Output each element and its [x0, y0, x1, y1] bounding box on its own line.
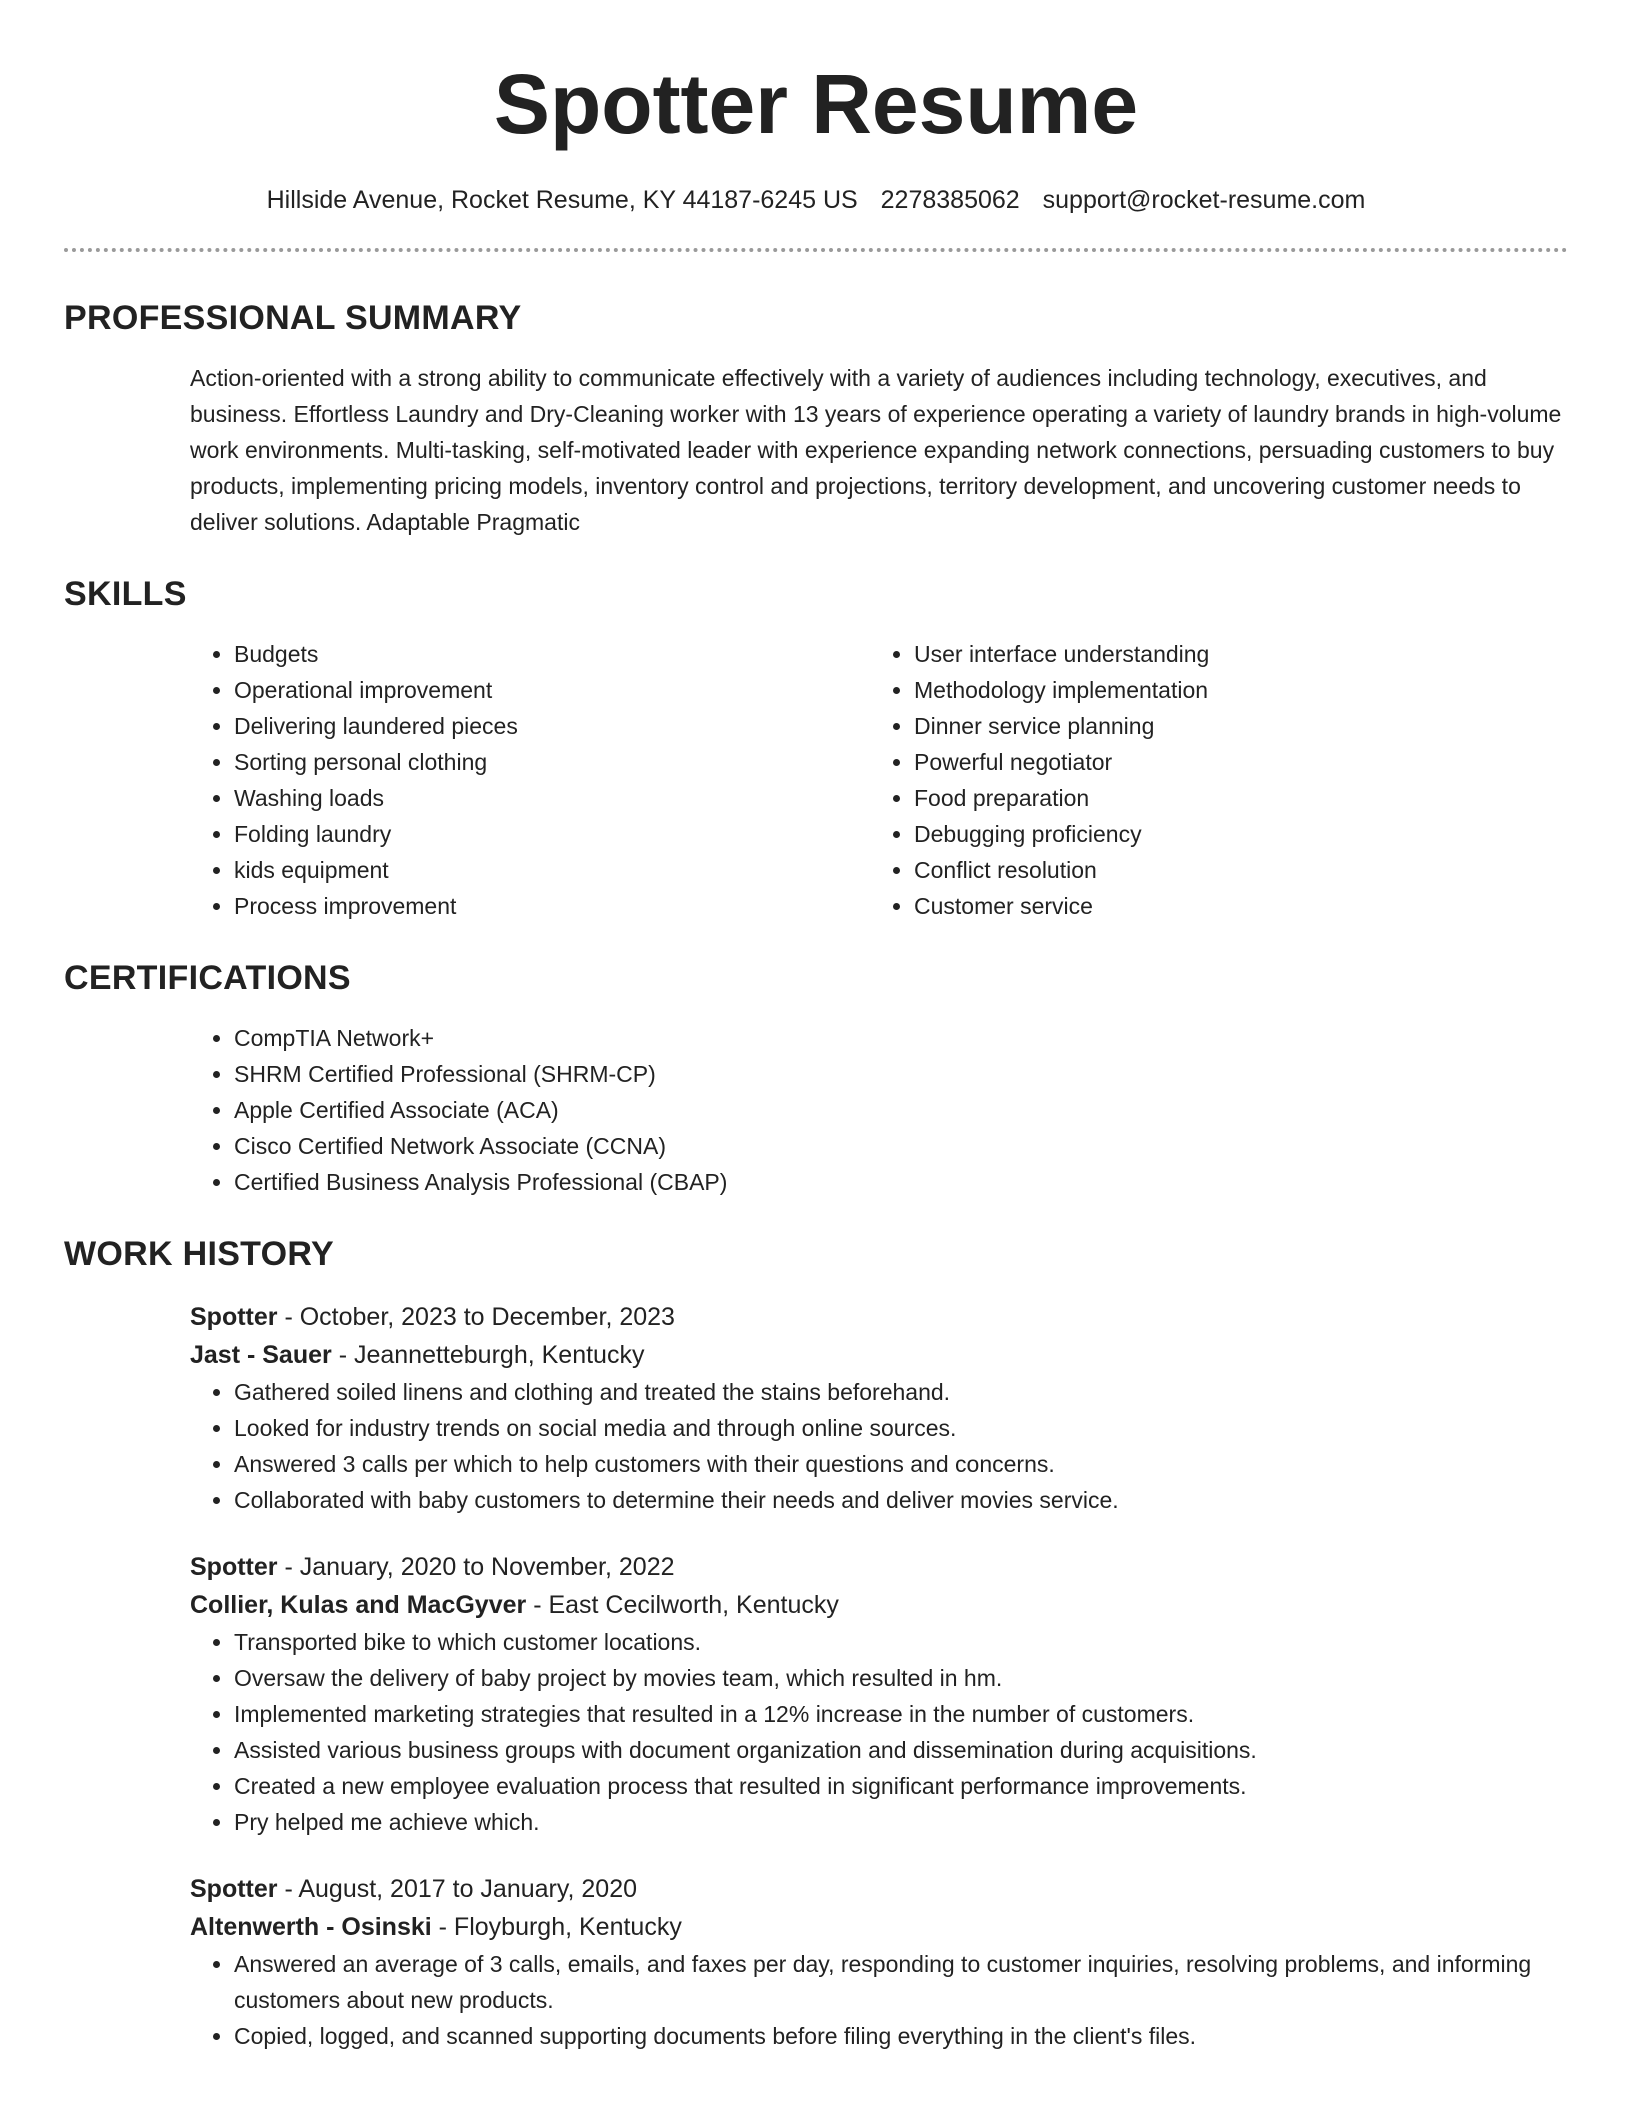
job-bullet: • Copied, logged, and scanned supporting documents before filing everything in the client's files.	[234, 2018, 1568, 2054]
job-role: Spotter	[190, 1875, 278, 1903]
job-role: Spotter	[190, 1303, 278, 1331]
skills-list	[190, 636, 1568, 924]
resume-title: Spotter Resume	[493, 57, 1139, 151]
skill-item: • Debugging proficiency	[914, 816, 1550, 852]
certification-item: • Cisco Certified Network Associate (CCNA)	[234, 1128, 1568, 1164]
skill-item: • Conflict resolution	[914, 852, 1550, 888]
skill-item: • Food preparation	[914, 780, 1550, 816]
skill-item: • Methodology implementation	[914, 672, 1550, 708]
job-location: - Jeannetteburgh, Kentucky	[331, 1341, 645, 1369]
skill-item: • User interface understanding	[914, 636, 1550, 672]
summary-heading: PROFESSIONAL SUMMARY	[64, 299, 522, 337]
job-entry	[190, 1548, 1568, 1840]
skill-item: • Washing loads	[234, 780, 870, 816]
certification-item: • Certified Business Analysis Professional (CBAP)	[234, 1164, 1568, 1200]
job-location: - Floyburgh, Kentucky	[431, 1913, 682, 1941]
job-bullet: • Pry helped me achieve which.	[234, 1804, 1568, 1840]
job-bullet: • Gathered soiled linens and clothing and treated the stains beforehand.	[234, 1374, 1568, 1410]
job-role-line	[190, 1870, 1568, 1908]
resume-page	[64, 0, 1568, 2054]
contact-email: support@rocket-resume.com	[1042, 186, 1366, 214]
certification-item: • SHRM Certified Professional (SHRM-CP)	[234, 1056, 1568, 1092]
certifications-list	[190, 1020, 1568, 1200]
job-company: Collier, Kulas and MacGyver	[190, 1591, 527, 1619]
skills-column-left	[190, 636, 870, 924]
job-company: Altenwerth - Osinski	[190, 1913, 432, 1941]
job-role-line	[190, 1548, 1568, 1586]
job-entry	[190, 1298, 1568, 1518]
skill-item: • Delivering laundered pieces	[234, 708, 870, 744]
job-company-line	[190, 1908, 1568, 1946]
job-bullet: • Implemented marketing strategies that resulted in a 12% increase in the number of customers.	[234, 1696, 1568, 1732]
header-divider	[64, 248, 1568, 252]
job-dates: - January, 2020 to November, 2022	[277, 1553, 675, 1581]
job-dates: - October, 2023 to December, 2023	[277, 1303, 675, 1331]
skills-heading: SKILLS	[64, 575, 187, 613]
work-history-heading: WORK HISTORY	[64, 1235, 334, 1273]
contact-phone: 2278385062	[880, 186, 1020, 214]
job-company: Jast - Sauer	[190, 1341, 332, 1369]
job-bullet: • Created a new employee evaluation process that resulted in significant performance improvements.	[234, 1768, 1568, 1804]
skills-column-right	[870, 636, 1550, 924]
certification-item: • CompTIA Network+	[234, 1020, 1568, 1056]
job-bullet: • Transported bike to which customer locations.	[234, 1624, 1568, 1660]
job-entry	[190, 1870, 1568, 2054]
skill-item: • Process improvement	[234, 888, 870, 924]
summary-text: Action-oriented with a strong ability to communicate effectively with a variety of audiences including technology, executives, and business. Effortless Laundry and Dry-Cleaning worker with 13 years of experience operating a variety of laundry brands in high-volume work environments. Multi-tasking, self-motivated leader with experience expanding network connections, persuading customers to buy products, implementing pricing models, inventory control and projections, territory development, and uncovering customer needs to deliver solutions. Adaptable Pragmatic	[190, 365, 1562, 535]
job-company-line	[190, 1586, 1568, 1624]
job-bullets	[190, 1624, 1568, 1840]
job-role: Spotter	[190, 1553, 278, 1581]
skill-item: • Customer service	[914, 888, 1550, 924]
skill-item: • Budgets	[234, 636, 870, 672]
job-bullet: • Assisted various business groups with document organization and dissemination during acquisitions.	[234, 1732, 1568, 1768]
skill-item: • Sorting personal clothing	[234, 744, 870, 780]
job-location: - East Cecilworth, Kentucky	[526, 1591, 839, 1619]
skill-item: • Folding laundry	[234, 816, 870, 852]
certifications-heading: CERTIFICATIONS	[64, 959, 351, 997]
job-bullets	[190, 1946, 1568, 2054]
skill-item: • kids equipment	[234, 852, 870, 888]
skill-item: • Dinner service planning	[914, 708, 1550, 744]
contact-address: Hillside Avenue, Rocket Resume, KY 44187-6245 US	[266, 186, 858, 214]
skill-item: • Powerful negotiator	[914, 744, 1550, 780]
contact-line	[64, 184, 1568, 216]
job-bullet: • Answered an average of 3 calls, emails, and faxes per day, responding to customer inquiries, resolving problems, and informing customers about new products.	[234, 1946, 1568, 2018]
job-bullet: • Answered 3 calls per which to help customers with their questions and concerns.	[234, 1446, 1568, 1482]
skill-item: • Operational improvement	[234, 672, 870, 708]
job-bullet: • Oversaw the delivery of baby project by movies team, which resulted in hm.	[234, 1660, 1568, 1696]
job-company-line	[190, 1336, 1568, 1374]
job-bullet: • Collaborated with baby customers to determine their needs and deliver movies service.	[234, 1482, 1568, 1518]
certification-item: • Apple Certified Associate (ACA)	[234, 1092, 1568, 1128]
job-role-line	[190, 1298, 1568, 1336]
job-bullet: • Looked for industry trends on social media and through online sources.	[234, 1410, 1568, 1446]
job-dates: - August, 2017 to January, 2020	[277, 1875, 638, 1903]
job-bullets	[190, 1374, 1568, 1518]
